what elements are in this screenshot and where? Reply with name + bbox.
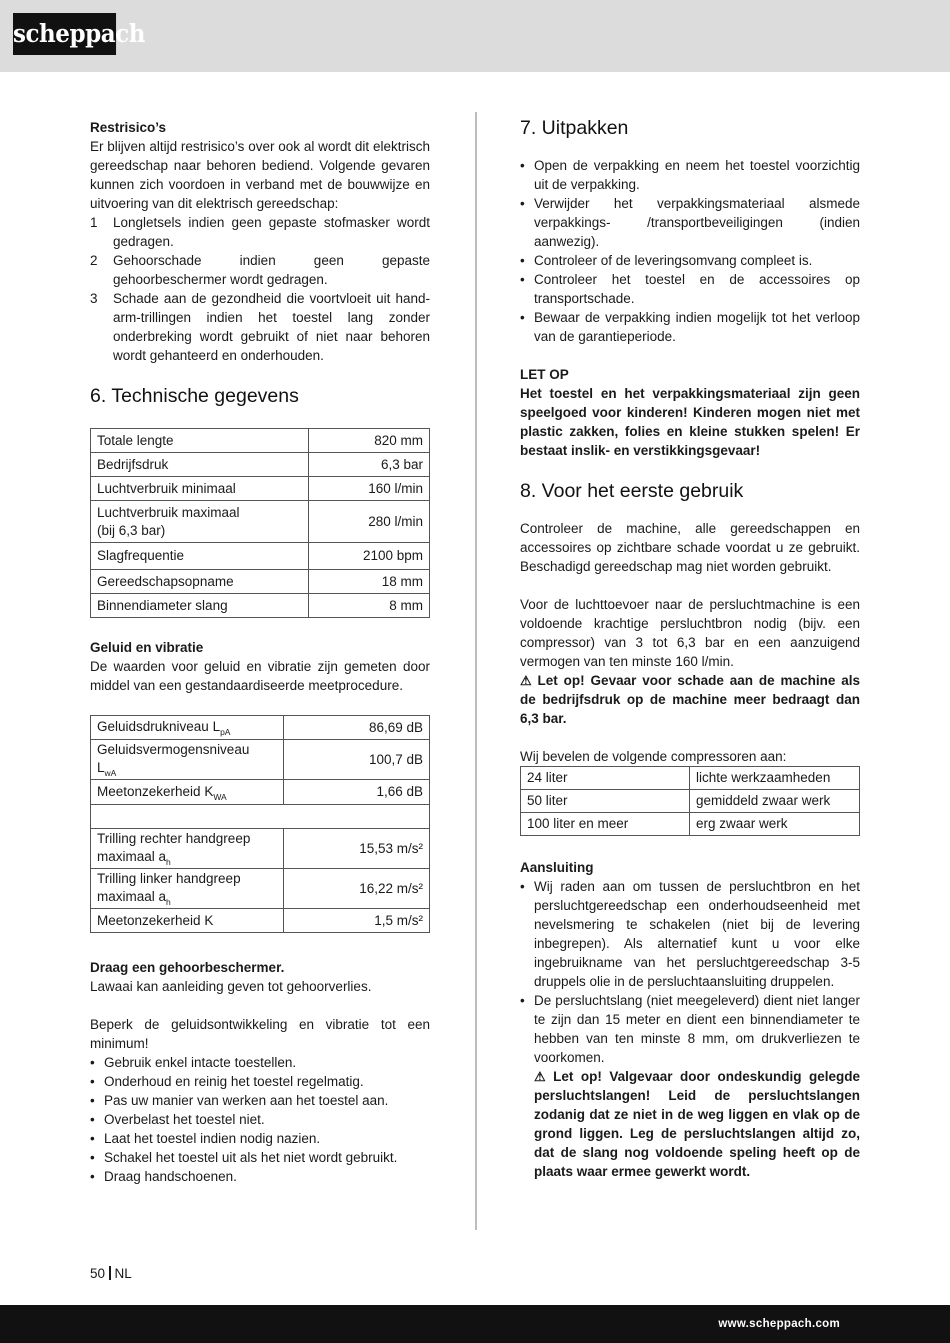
table-row: Luchtverbruik maximaal (bij 6,3 bar) 280 l/min <box>91 501 430 543</box>
list-item: • Open de verpakking en neem het toestel voorzichtig uit de verpakking. <box>520 158 860 192</box>
table-row: 24 liter lichte werkzaamheden <box>521 767 860 790</box>
noise-vibration-table <box>90 715 430 933</box>
compressor-table <box>520 766 860 836</box>
website-link[interactable]: www.scheppach.com <box>718 1318 840 1330</box>
ear-protection-heading: Draag een gehoorbeschermer. <box>90 960 285 975</box>
list-item: 1 Longletsels indien geen gepaste stofmasker wordt gedragen. <box>90 215 430 249</box>
table-row: Binnendiameter slang 8 mm <box>91 594 430 618</box>
table-row: Geluidsvermogensniveau $L_{wA}$ 100,7 dB <box>91 740 430 780</box>
table-row: 100 liter en meer erg zwaar werk <box>521 813 860 836</box>
list-item: • Onderhoud en reinig het toestel regelmatig. <box>90 1074 364 1089</box>
residual-risk-intro: Er blijven altijd restrisico’s over ook al wordt dit elektrisch gereedschap naar behoren bediend. Volgende gevaren kunnen zich voordoen in verband met de bouwwijze en uitvoering van dit elektrisch gereedschap: <box>90 139 430 211</box>
list-item: • Verwijder het verpakkingsmateriaal alsmede verpakkings- /transportbeveiligingen (indien aanwezig). <box>520 196 860 249</box>
section-heading-first-use: 8. Voor het eerste gebruik <box>520 480 744 502</box>
list-item: • Wij raden aan om tussen de persluchtbron en het persluchtgereedschap een onderhoudseenheid met nevelsmering te schakelen (niet bij de levering inbegrepen). Als alternatief kunt u voor elke ingebruikname van het persluchtgereedschap 3-5 druppels olie in de persluchtaansluiting druppelen. <box>520 879 860 989</box>
connection-list <box>520 877 860 1181</box>
page-footer <box>0 1305 950 1343</box>
table-row: Slagfrequentie 2100 bpm <box>91 543 430 570</box>
table-row: Geluidsdrukniveau $L_{pA}$ 86,69 dB <box>91 716 430 740</box>
notice-heading: LET OP <box>520 367 569 382</box>
list-item: • Pas uw manier van werken aan het toestel aan. <box>90 1093 389 1108</box>
table-row: Trilling rechter handgreep maximaal $a_h$ 15,53 m/s² <box>91 829 430 869</box>
table-row: 50 liter gemiddeld zwaar werk <box>521 790 860 813</box>
connection-warning: ⚠ Let op! Valgevaar door ondeskundig gelegde persluchtslangen! Leid de persluchtslangen zodanig dat ze niet in de weg liggen en vlak op de grond liggen. Leg de persluchtslangen altijd zo, dat de slang nog voldoende speling heeft op de plaats waar ermee gewerkt wordt. <box>534 1069 860 1179</box>
list-item: • Bewaar de verpakking indien mogelijk tot het verloop van de garantieperiode. <box>520 310 860 344</box>
list-item: • Gebruik enkel intacte toestellen. <box>90 1055 297 1070</box>
table-row: Gereedschapsopname 18 mm <box>91 570 430 594</box>
list-item: 2 Gehoorschade indien geen gepaste gehoorbeschermer wordt gedragen. <box>90 253 430 287</box>
list-item: • Draag handschoenen. <box>90 1169 237 1184</box>
list-item: • De persluchtslang (niet meegeleverd) dient niet langer te zijn dan 15 meter en dient een binnendiameter te hebben van ten minste 8 mm, om drukverliezen te voorkomen. ⚠ Let op! Valgevaar door ondeskundig gelegde persluchtslangen! Leid de persluchtslangen zodanig dat ze niet in de weg liggen en vlak op de grond liggen. Leg de persluchtslangen altijd zo, dat de slang nog voldoende speling heeft op de plaats waar ermee gewerkt wordt. <box>520 993 860 1179</box>
column-divider <box>475 112 477 1230</box>
connection-heading: Aansluiting <box>520 860 594 875</box>
warning-icon: ⚠ <box>520 673 532 688</box>
section-heading-unpacking: 7. Uitpakken <box>520 117 629 139</box>
table-row: Meetonzekerheid K 1,5 m/s² <box>91 909 430 933</box>
left-column <box>90 118 430 1186</box>
page-number: 50 NL <box>90 1266 132 1281</box>
table-row: Luchtverbruik minimaal 160 l/min <box>91 477 430 501</box>
right-column <box>520 116 860 1181</box>
table-row: Trilling linker handgreep maximaal $a_h$ 16,22 m/s² <box>91 869 430 909</box>
technical-data-table <box>90 428 430 618</box>
noise-vibration-heading: Geluid en vibratie <box>90 640 204 655</box>
residual-risk-list <box>90 213 430 365</box>
ear-protection-text: Lawaai kan aanleiding geven tot gehoorverlies. <box>90 979 372 994</box>
list-item: • Laat het toestel indien nodig nazien. <box>90 1131 321 1146</box>
list-item: 3 Schade aan de gezondheid die voortvloeit uit hand-arm-trillingen indien het toestel lang zonder onderbreking wordt gebruikt of niet naar behoren wordt gehanteerd en onderhouden. <box>90 291 430 363</box>
list-item: • Controleer het toestel en de accessoires op transportschade. <box>520 272 860 306</box>
brand-logo: scheppach <box>13 13 116 55</box>
page-header <box>0 0 950 72</box>
first-use-paragraph-1: Controleer de machine, alle gereedschappen en accessoires op zichtbare schade voordat u ze gebruikt. Beschadigd gereedschap mag niet worden gebruikt. <box>520 521 860 574</box>
noise-vibration-intro: De waarden voor geluid en vibratie zijn gemeten door middel van een gestandaardiseerde meetprocedure. <box>90 659 430 693</box>
table-row: Meetonzekerheid $K_{WA}$ 1,66 dB <box>91 780 430 805</box>
list-item: • Schakel het toestel uit als het niet wordt gebruikt. <box>90 1150 398 1165</box>
section-heading-technical-data: 6. Technische gegevens <box>90 385 299 407</box>
notice-text: Het toestel en het verpakkingsmateriaal zijn geen speelgoed voor kinderen! Kinderen mogen niet met plastic zakken, folies en kleine stukken spelen! Er bestaat inslik- en verstikkingsgevaar! <box>520 386 860 458</box>
first-use-paragraph-2: Voor de luchttoevoer naar de persluchtmachine is een voldoende krachtige persluchtbron nodig (bijv. een compressor) van 3 tot 6,3 bar en een aanzuigend vermogen van ten minste 160 l/min. <box>520 597 860 669</box>
compressor-intro: Wij bevelen de volgende compressoren aan: <box>520 749 787 764</box>
warning-icon: ⚠ <box>534 1069 546 1084</box>
first-use-warning: ⚠ Let op! Gevaar voor schade aan de machine als de bedrijfsdruk op de machine meer bedraagt dan 6,3 bar. <box>520 673 860 726</box>
list-item: • Overbelast het toestel niet. <box>90 1112 265 1127</box>
residual-risk-heading: Restrisico’s <box>90 120 167 135</box>
limit-noise-intro: Beperk de geluidsontwikkeling en vibratie tot een minimum! <box>90 1017 430 1051</box>
table-row <box>91 805 430 829</box>
table-row: Bedrijfsdruk 6,3 bar <box>91 453 430 477</box>
unpacking-list <box>520 156 860 346</box>
list-item: • Controleer of de leveringsomvang compleet is. <box>520 253 813 268</box>
limit-noise-list <box>90 1053 430 1186</box>
table-row: Totale lengte 820 mm <box>91 429 430 453</box>
